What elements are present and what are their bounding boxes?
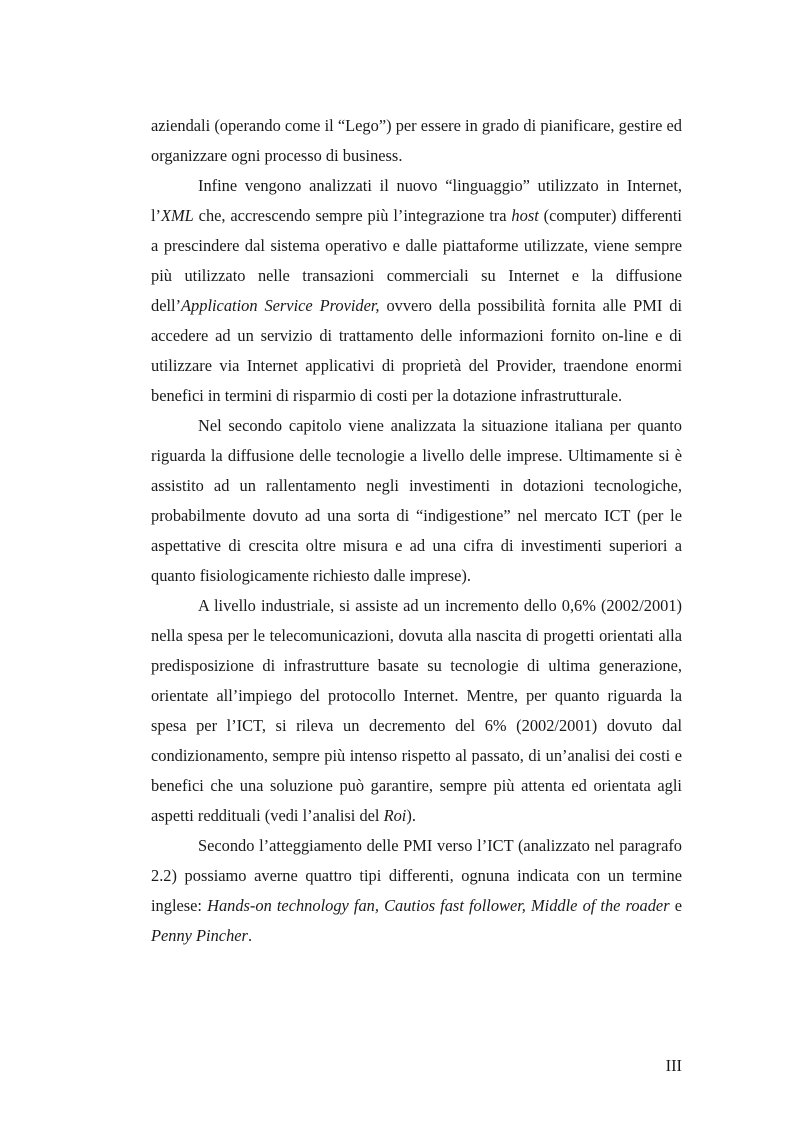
italic-term-types: Hands-on technology fan, Cautios fast follower, Middle of the roader [207, 896, 675, 915]
italic-term-penny-pincher: Penny Pincher [151, 926, 248, 945]
text-run: che, accrescendo sempre più l’integrazione tra [193, 206, 512, 225]
text-run: e [674, 896, 682, 915]
paragraph-1 [151, 111, 682, 171]
italic-term-xml: XML [161, 206, 194, 225]
page-number: III [665, 1056, 682, 1075]
text-run: Infine vengono analizzati il nuovo “linguaggio” utilizzato in Internet, l’ [151, 176, 682, 225]
italic-term-host: host [511, 206, 539, 225]
text-run: A livello industriale, si assiste ad un incremento dello 0,6% (2002/2001) nella spesa per le telecomunicazioni, dovuta alla nascita di progetti orientati alla predisposizione di infrastrutture basate su tecnologie di ultima generazione, orientate all’impiego del protocollo Internet. Mentre, per quanto riguarda la spesa per l’ICT, si rileva un decremento del 6% (2002/2001) dovuto dal condizionamento, sempre più intenso rispetto al passato, di un’analisi dei costi e benefici che una soluzione può garantire, sempre più attenta ed orientata agli aspetti reddituali (vedi l’analisi del [151, 596, 682, 825]
paragraph-5 [151, 831, 682, 951]
text-run: Nel secondo capitolo viene analizzata la situazione italiana per quanto riguarda la diffusione delle tecnologie a livello delle imprese. Ultimamente si è assistito ad un rallentamento negli investimenti in dotazioni tecnologiche, probabilmente dovuto ad una sorta di “indigestione” nel mercato ICT (per le aspettative di crescita oltre misura e ad una cifra di investimenti superiori a quanto fisiologicamente richiesto dalle imprese). [151, 416, 682, 585]
paragraph-2 [151, 171, 682, 411]
italic-term-asp: Application Service Provider, [181, 296, 380, 315]
paragraph-4 [151, 591, 682, 831]
text-run: ). [406, 806, 416, 825]
text-run: Secondo l’atteggiamento delle PMI verso l’ICT (analizzato nel paragrafo 2.2) possiamo averne quattro tipi differenti, ognuna indicata con un termine inglese: [151, 836, 682, 915]
body-text [151, 111, 682, 951]
text-run: ovvero della possibilità fornita alle PMI di accedere ad un servizio di trattamento delle informazioni fornito on-line e di utilizzare via Internet applicativi di proprietà del Provider, traendone enormi benefici in termini di risparmio di costi per la dotazione infrastrutturale. [151, 296, 683, 405]
text-run: (computer) differenti a prescindere dal sistema operativo e dalle piattaforme utilizzate, viene sempre più utilizzato nelle transazioni commerciali su Internet e la diffusione dell’ [151, 206, 682, 315]
text-run: . [247, 926, 253, 945]
italic-term-roi: Roi [383, 806, 407, 825]
text-run: aziendali (operando come il “Lego”) per essere in grado di pianificare, gestire ed organizzare ogni processo di business. [151, 116, 682, 165]
paragraph-3 [151, 411, 682, 591]
